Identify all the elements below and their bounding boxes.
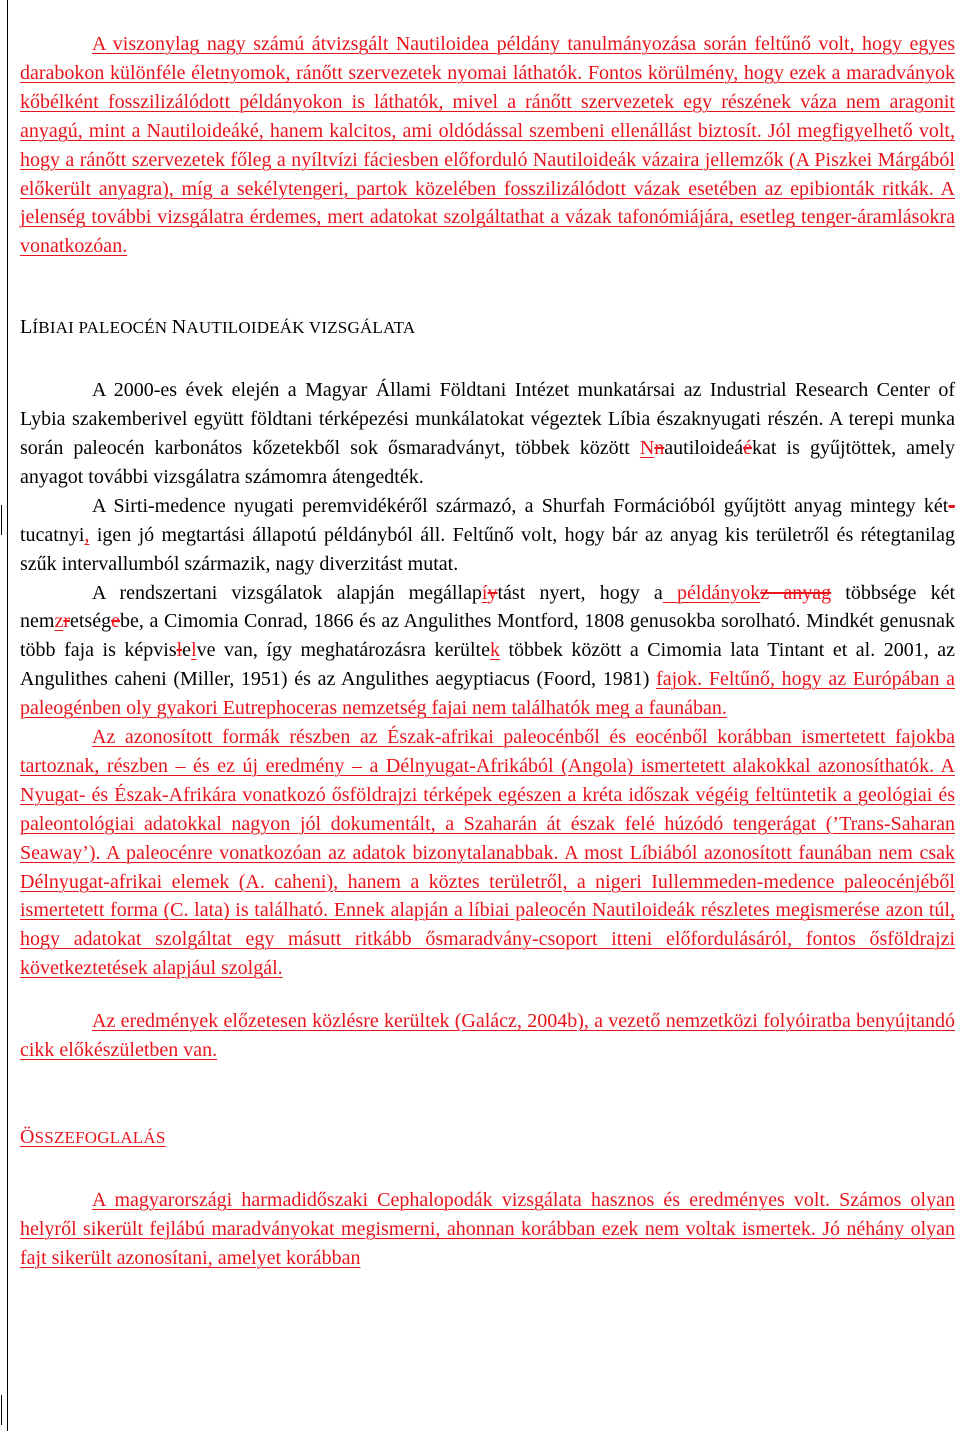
species-name: Angulithes caheni — [20, 668, 167, 691]
spacer — [20, 261, 955, 313]
inserted-text: Az azonosított formák részben az Észak-afrikai paleocénből és eocénből korábban ismertetett fajokba tartoznak, részben – és ez új eredmény – a Délnyugat-Afrikából (Angola) ismertetett alakokkal azonosíthatók. A Nyugat- és Észak-Afrikára vonatkozó ősföldrajzi térképek egészen a kréta időszak végéig feltüntetik a geológiai és paleontológiai adatokkal nagyon jól dokumentált, a Szaharán át észak felé húzódó tengerágat (’Trans-Saharan Seaway’). A paleocénre vonatkozóan az adatok bizonytalanabbak. A most Líbiából azonosított faunában nem csak Délnyugat-afrikai elemek ( — [20, 726, 955, 893]
paragraph-publication — [20, 1007, 955, 1065]
deleted-text: - — [948, 494, 955, 517]
paragraph-summary — [20, 1186, 955, 1273]
inserted-text: k — [489, 639, 500, 662]
spacer — [20, 1065, 955, 1123]
inserted-text: z — [54, 610, 64, 633]
genus-name: Angulithes — [403, 610, 492, 633]
body-text: e — [182, 639, 192, 662]
inserted-species-name: A. caheni — [245, 870, 327, 893]
body-text: (Miller, 1951) és az — [166, 668, 341, 691]
inserted-text: A jelenség további vizsgálatra érdemes, mert adatokat szolgáltathat a vázak tafonómiájára, esetleg tenger-áramlásokra vonatkozóan. — [20, 177, 955, 258]
paragraph-epibionts — [20, 30, 955, 261]
deleted-text: y — [487, 581, 498, 604]
inserted-text: A viszonylag nagy számú átvizsgált Nautiloidea példány tanulmányozása során feltűnő volt, hogy egyes darabokon különféle életnyomok, ránőtt szervezetek nyomai láthatók. Fontos körülmény, hogy ezek a maradványok kőbélként fosszilizálódott példányokon is láthatók, mivel a ránőtt szervezetek egy részének váza nem aragonit anyagú, mint a Nautiloideáké, hanem kalcitos, ami oldódással szembeni ellenállást biztosít. — [20, 33, 955, 142]
heading-text: AUTILOIDEÁK VIZSGÁLATA — [186, 318, 416, 338]
change-bar — [1, 505, 2, 535]
inserted-text: nemzetség fajai nem találhatók meg a faunában. — [337, 697, 727, 720]
inserted-text: l — [191, 639, 197, 662]
body-text: (Foord, 1981) — [529, 668, 657, 691]
section-heading-libya — [20, 313, 955, 343]
inserted-species-name: C. lata — [170, 899, 223, 922]
spacer — [20, 343, 955, 376]
inserted-text: , — [84, 523, 90, 546]
deleted-text: z anyag — [760, 581, 832, 604]
inserted-text: Jól megfigyelhető volt, hogy a ránőtt szervezetek főleg a nyíltvízi fáciesben előforduló Nautiloideák vázaira jellemzők (A Piszkei Márgából előkerült anyagra), míg a sekélytengeri, partok közelében fosszilizálódott vázak esetében az epibionták ritkák. — [20, 119, 955, 200]
left-margin-rule — [7, 0, 8, 1431]
heading-initial: Ö — [20, 1126, 35, 1148]
body-text: Conrad, 1866 és az — [238, 610, 404, 633]
body-text: Montford, 1808 genusokba sorolható. Mindkét genusnak több faja is képvis — [20, 610, 955, 662]
body-text: be, a — [119, 610, 164, 633]
paragraph-sirti-basin — [20, 492, 955, 579]
inserted-text: í — [481, 581, 488, 604]
body-text: többek között a — [499, 639, 648, 662]
deleted-text: r — [63, 610, 70, 633]
body-text: kat is gyűjtöttek, amely anyagot további vizsgálatra számomra átengedték. — [20, 436, 955, 488]
species-name: Cimomia lata — [647, 639, 760, 662]
change-bar — [1, 1395, 2, 1425]
body-text: ve van, így meghatározásra kerülte — [196, 639, 490, 662]
deleted-text: e — [111, 610, 120, 633]
inserted-text: ), hanem a köztes területről, a nigeri Iullemmeden-medence paleocénjéből ismertetett forma ( — [20, 870, 955, 922]
paragraph-taxonomy — [20, 579, 955, 724]
body-text: etség — [70, 610, 112, 633]
inserted-text: ) is található. Ennek alapján a líbiai paleocén Nautiloideák részletes megismerése azon túl, hogy adatokat szolgáltat egy másutt ritkább ősmaradvány-csoport itteni előfordulásáról, fontos ősföldrajzi következtetések alapjául szolgál. — [20, 899, 955, 980]
body-text: tucatnyi — [20, 523, 85, 546]
section-heading-summary — [20, 1123, 955, 1153]
inserted-text: Az eredmények előzetesen közlésre kerültek (Galácz, 2004b), a vezető nemzetközi folyóiratba benyújtandó cikk előkészületben van. — [20, 1010, 955, 1062]
heading-initial: N — [171, 316, 187, 339]
body-text: autiloideá — [664, 436, 744, 459]
body-text: Tintant et al. 2001, az — [759, 639, 955, 662]
species-name: Angulithes aegyptiacus — [340, 668, 530, 691]
body-text: igen jó megtartási állapotú példányból áll. Feltűnő volt, hogy bár az anyag kis területről és rétegtanilag szűk intervallumból származik, nagy diverzitást mutat. — [20, 523, 955, 575]
spacer — [20, 1153, 955, 1186]
heading-text: ÍBIAI PALEOCÉN — [32, 318, 172, 338]
inserted-text: példányok — [662, 581, 761, 604]
heading-initial: L — [20, 316, 33, 339]
deleted-text: n — [654, 436, 665, 459]
inserted-text: fajok. Feltűnő, hogy az Európában a paleogénben oly gyakori — [20, 668, 956, 720]
document-page — [20, 30, 955, 1273]
inserted-text: N — [639, 436, 655, 459]
deleted-text: é — [743, 436, 753, 459]
paragraph-palaeogeography — [20, 723, 955, 983]
body-text: A 2000-es évek elején a Magyar Állami Földtani Intézet munkatársai az Industrial Research Center of Lybia szakemberivel együtt földtani térképezési munkálatokat végeztek Líbia északnyugati részén. A terepi munka során paleocén karbonátos kőzetekből sok ősmaradványt, többek között — [20, 379, 955, 459]
heading-text: SSZEFOGLALÁS — [34, 1128, 166, 1147]
inserted-text: A magyarországi harmadidőszaki Cephalopodák vizsgálata hasznos és eredményes volt. Számos olyan helyről sikerült fejlábú maradványokat megismerni, ahonnan korábban ezek nem voltak ismertek. Jó néhány olyan fajt sikerült azonosítani, amelyet korábban — [20, 1188, 955, 1269]
deleted-text: l — [176, 639, 183, 662]
body-text: A rendszertani vizsgálatok alapján megállap — [92, 581, 482, 604]
paragraph-fieldwork — [20, 376, 955, 492]
body-text: A Sirti-medence nyugati peremvidékéről származó, a Shurfah Formációból gyűjtött anyag mintegy két — [92, 494, 949, 517]
body-text: tást nyert, hogy a — [497, 581, 663, 604]
spacer — [20, 983, 955, 1007]
inserted-genus-name: Eutrephoceras — [222, 697, 338, 720]
genus-name: Cimomia — [163, 610, 239, 633]
body-text: többsége két nem — [20, 581, 956, 633]
